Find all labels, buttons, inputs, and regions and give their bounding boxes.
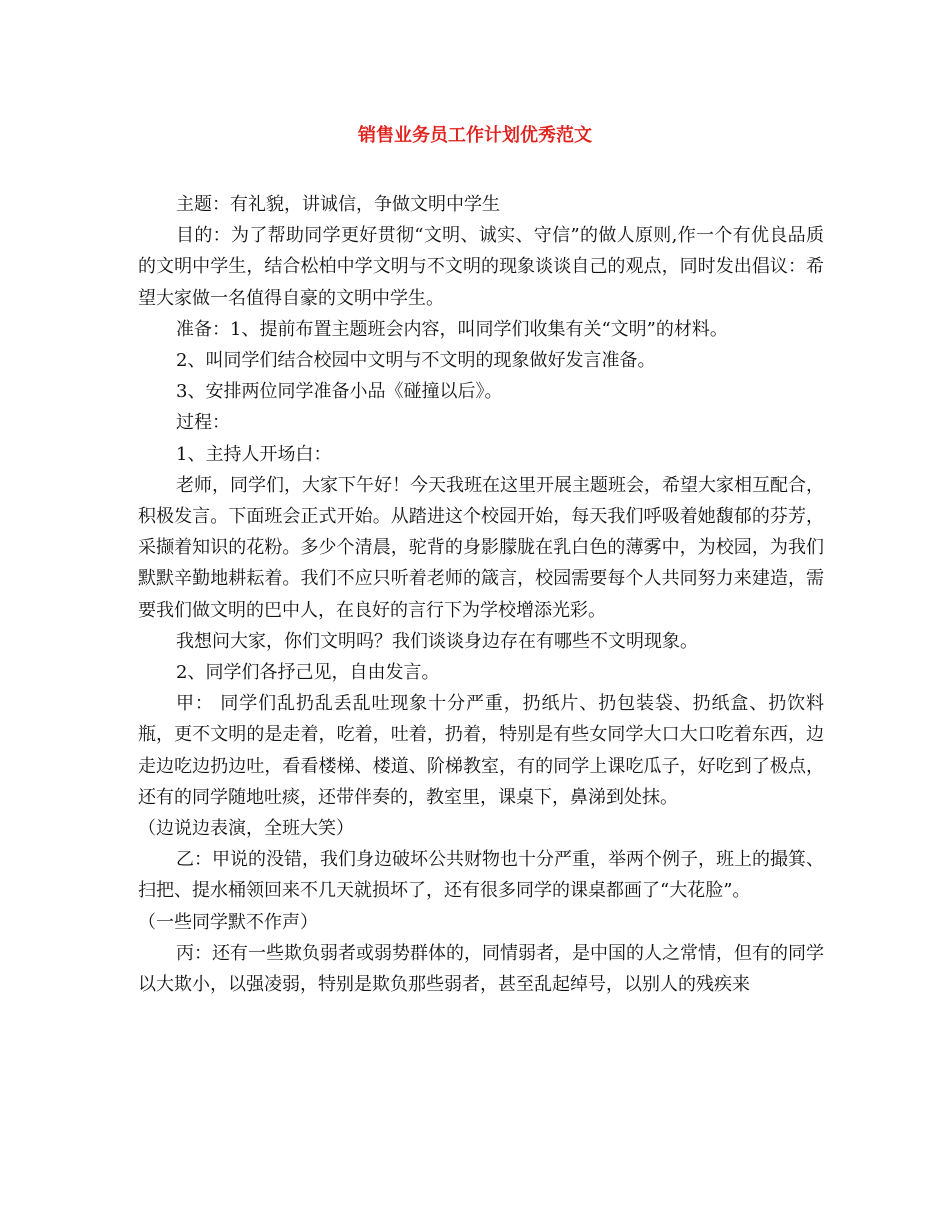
paragraph-purpose: 目的：为了帮助同学更好贯彻“文明、诚实、守信”的做人原则,作一个有优良品质的文明中学生，结合松柏中学文明与不文明的现象谈谈自己的观点，同时发出倡议：希望大家做一名值得自豪的文明中学生。 [138, 225, 824, 309]
paragraph-discussion: 2、同学们各抒己见，自由发言。 [176, 662, 440, 684]
document-body [138, 189, 824, 1000]
paragraph-theme: 主题：有礼貌，讲诚信，争做文明中学生 [176, 194, 500, 215]
document-title: 销售业务员工作计划优秀范文 [358, 125, 592, 146]
paragraph-question: 我想问大家，你们文明吗？我们谈谈身边存在有哪些不文明现象。 [176, 630, 698, 652]
paragraph-host-opening: 1、主持人开场白： [176, 443, 332, 465]
paragraph-host-speech: 老师，同学们，大家下午好！今天我班在这里开展主题班会，希望大家相互配合，积极发言。下面班会正式开始。从踏进这个校园开始，每天我们呼吸着她馥郁的芬芳，采撷着知识的花粉。多少个清晨，驼背的身影朦胧在乳白色的薄雾中，为校园，为我们默默辛勤地耕耘着。我们不应只听着老师的箴言，校园需要每个人共同努力来建造，需要我们做文明的巴中人，在良好的言行下为学校增添光彩。 [138, 474, 824, 621]
paragraph-process: 过程： [176, 412, 230, 434]
paragraph-speaker-a: 甲： 同学们乱扔乱丢乱吐现象十分严重，扔纸片、扔包装袋、扔纸盒、扔饮料瓶，更不文明的是走着，吃着，吐着，扔着，特别是有些女同学大口大口吃着东西，边走边吃边扔边吐，看看楼梯、楼道、阶梯教室，有的同学上课吃瓜子，好吃到了极点，还有的同学随地吐痰，还带伴奏的，教室里，课桌下，鼻涕到处抹。 [138, 693, 824, 808]
paragraph-preparation-2: 2、叫同学们结合校园中文明与不文明的现象做好发言准备。 [176, 350, 656, 372]
paragraph-preparation-3: 3、安排两位同学准备小品《碰撞以后》。 [176, 381, 503, 403]
paragraph-speaker-b: 乙：甲说的没错，我们身边破坏公共财物也十分严重，举两个例子，班上的撮箕、扫把、提水桶领回来不几天就损坏了，还有很多同学的课桌都画了“大花脸”。 [138, 849, 824, 902]
paragraph-note-b: （一些同学默不作声） [138, 911, 318, 933]
paragraph-preparation-1: 准备：1、提前布置主题班会内容，叫同学们收集有关“文明”的材料。 [176, 318, 728, 340]
paragraph-note-a: （边说边表演，全班大笑） [138, 818, 354, 840]
paragraph-speaker-c: 丙：还有一些欺负弱者或弱势群体的，同情弱者，是中国的人之常情，但有的同学以大欺小，以强凌弱，特别是欺负那些弱者，甚至乱起绰号，以别人的残疾来 [138, 942, 824, 996]
